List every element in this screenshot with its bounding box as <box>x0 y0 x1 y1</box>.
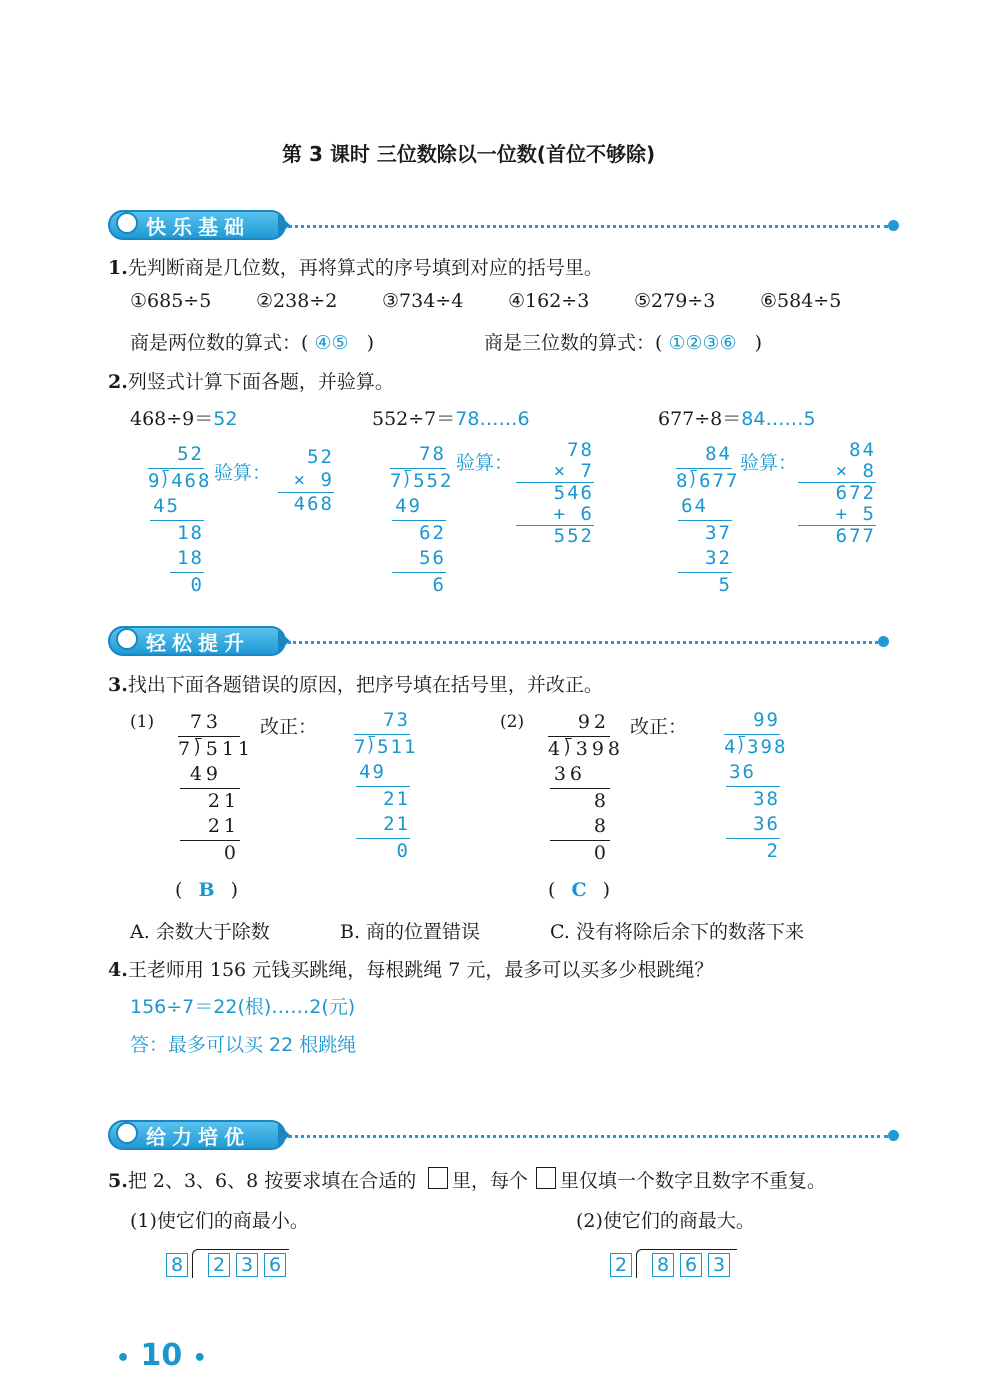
clock-icon <box>116 1122 138 1144</box>
digit-box: 3 <box>236 1253 258 1277</box>
q1-item: ①685÷5 <box>130 290 212 312</box>
blank-box-icon <box>536 1167 556 1189</box>
q1-item: ②238÷2 <box>256 290 338 312</box>
corrected-division: 73 7⟌511 49 21 21 0 <box>354 709 418 862</box>
clock-icon <box>116 628 138 650</box>
digit-box: 3 <box>708 1253 730 1277</box>
question-3: 3.找出下面各题错误的原因，把序号填在括号里，并改正。 <box>108 674 603 696</box>
option-a: A. 余数大于除数 <box>130 921 270 943</box>
q4-solution: 156÷7＝22(根)……2(元) <box>130 996 356 1018</box>
check-calc: 78 × 7 546 + 6 552 <box>516 440 594 547</box>
section-banner-improve <box>108 622 898 656</box>
long-division: 84 8⟌677 64 37 32 5 <box>676 443 740 596</box>
answer-field: B <box>198 879 215 901</box>
check-label: 验算： <box>740 452 798 474</box>
page-number: • 10 • <box>116 1338 207 1373</box>
q1-three-digit-row: 商是三位数的算式：( ①②③⑥ ) <box>484 332 763 354</box>
question-2: 2.列竖式计算下面各题，并验算。 <box>108 371 394 393</box>
q1-two-digit-row: 商是两位数的算式：( ④⑤ ) <box>130 332 375 354</box>
section-banner-advanced <box>108 1116 898 1150</box>
digit-box: 6 <box>680 1253 702 1277</box>
section-title: 给力培优 <box>146 1125 250 1149</box>
long-division: 52 9⟌468 45 18 18 0 <box>148 443 212 596</box>
blank-box-icon <box>428 1167 448 1189</box>
clock-icon <box>116 212 138 234</box>
check-label: 验算： <box>214 462 272 484</box>
digit-box: 8 <box>166 1253 188 1277</box>
corrected-division: 99 4⟌398 36 38 36 2 <box>724 709 788 862</box>
question-5: 5.把 2、3、6、8 按要求填在合适的 <box>108 1170 417 1192</box>
answer-field: C <box>571 879 587 901</box>
long-division: 78 7⟌552 49 62 56 6 <box>390 443 454 596</box>
check-label: 验算： <box>456 452 514 474</box>
lesson-title: 第 3 课时 三位数除以一位数(首位不够除) <box>282 142 656 166</box>
section-title: 轻松提升 <box>146 631 250 655</box>
q5-sub1: (1)使它们的商最小。 <box>130 1210 309 1232</box>
q5-sub2: (2)使它们的商最大。 <box>576 1210 755 1232</box>
section-title: 快乐基础 <box>146 215 250 239</box>
digit-box: 6 <box>264 1253 286 1277</box>
check-calc: 84 × 8 672 + 5 677 <box>798 440 876 547</box>
q4-answer: 答：最多可以买 22 根跳绳 <box>130 1034 357 1056</box>
wrong-division: 73 7⟌511 49 21 21 0 <box>178 711 255 864</box>
correct-label: 改正： <box>260 716 318 738</box>
q3-answer-bracket: ( B ) <box>175 879 238 901</box>
question-4: 4.王老师用 156 元钱买跳绳，每根跳绳 7 元，最多可以买多少根跳绳？ <box>108 959 714 981</box>
digit-box: 2 <box>610 1253 632 1277</box>
question-1: 1.先判断商是几位数，再将算式的序号填到对应的括号里。 <box>108 257 603 279</box>
digit-box: 8 <box>652 1253 674 1277</box>
q2-expression: 677÷8＝84……5 <box>658 408 816 430</box>
wrong-division: 92 4⟌398 36 8 8 0 <box>548 711 625 864</box>
q3-tag: (1) <box>130 712 155 732</box>
q1-item: ⑤279÷3 <box>634 290 716 312</box>
q3-answer-bracket: ( C ) <box>548 879 611 901</box>
answer-field: ①②③⑥ <box>668 332 737 354</box>
q2-expression: 468÷9＝52 <box>130 408 238 430</box>
q1-item: ⑥584÷5 <box>760 290 842 312</box>
option-c: C. 没有将除后余下的数落下来 <box>550 921 804 943</box>
q2-expression: 552÷7＝78……6 <box>372 408 530 430</box>
section-banner-basic <box>108 206 898 240</box>
q3-tag: (2) <box>500 712 525 732</box>
check-calc: 52 × 9 468 <box>278 446 334 516</box>
q1-item: ③734÷4 <box>382 290 464 312</box>
correct-label: 改正： <box>630 716 688 738</box>
q1-item: ④162÷3 <box>508 290 590 312</box>
answer-field: ④⑤ <box>314 332 349 354</box>
digit-box: 2 <box>208 1253 230 1277</box>
option-b: B. 商的位置错误 <box>340 921 481 943</box>
